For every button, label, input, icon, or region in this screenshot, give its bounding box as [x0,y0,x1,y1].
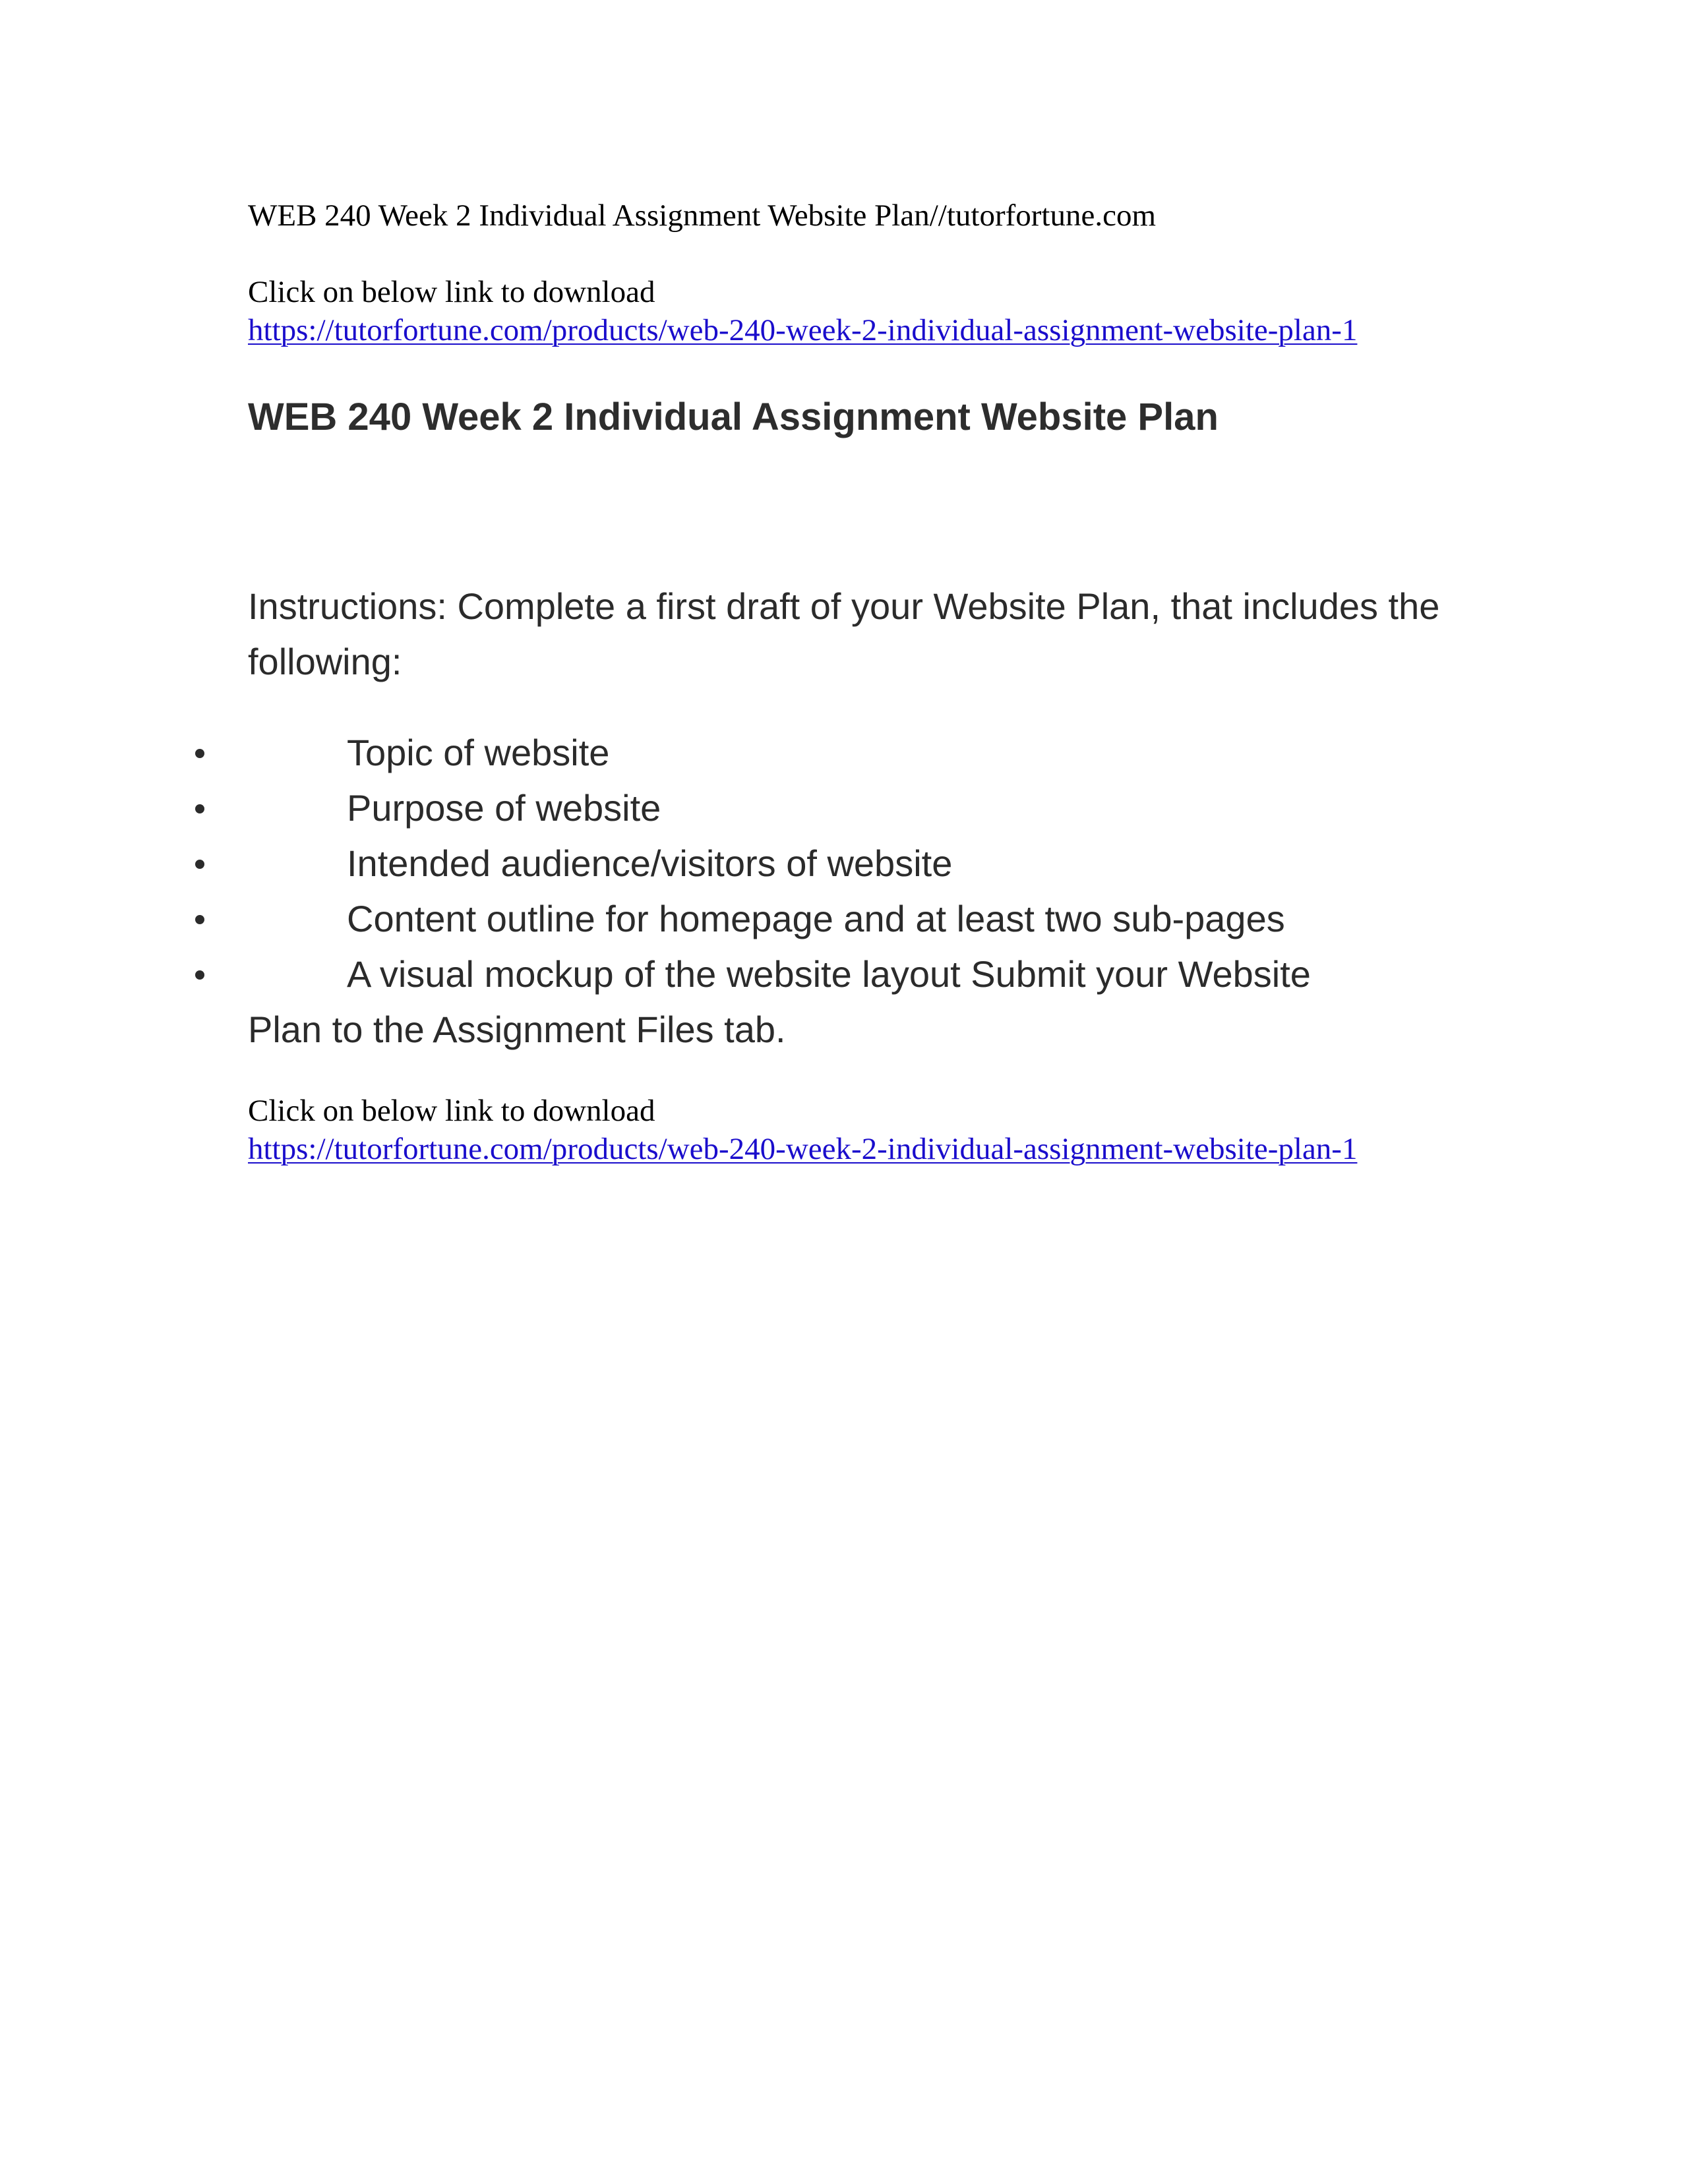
list-item [0,891,1688,947]
bullet-icon [195,860,204,869]
instructions-text: Instructions: Complete a first draft of your Website Plan, that includes the following: [248,585,1440,682]
bullet-continuation-text: Plan to the Assignment Files tab. [248,1009,786,1050]
bullet-text: Intended audience/visitors of website [347,842,953,884]
bullet-text: Topic of website [347,732,610,773]
list-item [0,947,1688,1002]
bullet-icon [195,915,204,924]
bullet-icon [195,749,204,758]
bullet-icon [195,804,204,813]
document-top-title: WEB 240 Week 2 Individual Assignment Website Plan//tutorfortune.com [248,198,1156,233]
page-heading: WEB 240 Week 2 Individual Assignment Website Plan [248,396,1219,438]
download-label-1: Click on below link to download [248,275,655,309]
bullet-icon [195,970,204,980]
bullet-text: A visual mockup of the website layout Submit your Website [347,953,1311,995]
list-item [0,725,1688,781]
download-link-1[interactable]: https://tutorfortune.com/products/web-240-week-2-individual-assignment-website-plan-1 [248,313,1358,347]
bullet-text: Content outline for homepage and at least two sub-pages [347,898,1285,939]
list-item [0,781,1688,836]
bullet-text: Purpose of website [347,787,661,829]
list-item [0,836,1688,891]
download-label-2: Click on below link to download [248,1094,655,1128]
download-link-2[interactable]: https://tutorfortune.com/products/web-240-week-2-individual-assignment-website-plan-1 [248,1132,1358,1166]
